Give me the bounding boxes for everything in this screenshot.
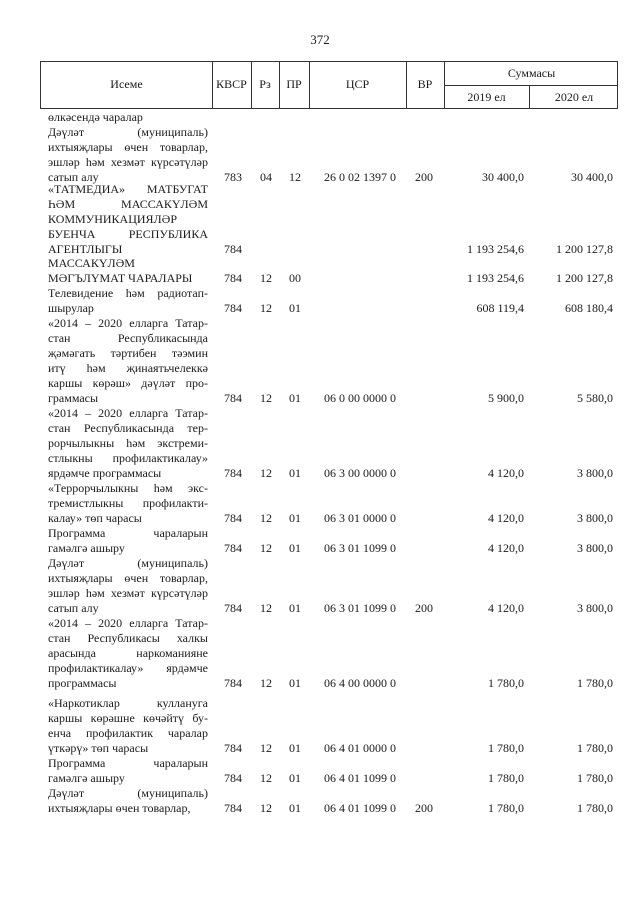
cell-rz: 12 (260, 391, 272, 405)
row-name-line: гамәлгә ашыру (48, 771, 125, 785)
row-name-line: сатып алу (48, 170, 99, 184)
row-name-line: «ТАТМЕДИА» МАТБУГАТ (48, 182, 208, 196)
cell-y1: 30 400,0 (482, 170, 524, 184)
row-name-line: каршы көрәшне көчәйтү бу- (48, 711, 208, 725)
cell-kvsr: 784 (224, 676, 242, 690)
cell-rz: 12 (260, 676, 272, 690)
cell-pr: 12 (289, 170, 301, 184)
row-name-line: стан Республикасында тер- (48, 421, 208, 435)
cell-y2: 1 780,0 (577, 771, 613, 785)
cell-rz: 04 (260, 170, 272, 184)
cell-y1: 4 120,0 (488, 601, 524, 615)
cell-kvsr: 784 (224, 242, 242, 256)
row-name (48, 125, 208, 185)
cell-y2: 3 800,0 (577, 511, 613, 525)
cell-y1: 4 120,0 (488, 541, 524, 555)
row-name-line: ихтыяҗлары өчен товарлар, (48, 801, 191, 815)
row-name-line: «Террорчылыкны һәм экс- (48, 481, 208, 495)
cell-y2: 5 580,0 (577, 391, 613, 405)
row-name-line: стан Республикасында (48, 331, 208, 345)
row-name-line: «2014 – 2020 елларга Татар- (48, 616, 208, 630)
row-name-line: Телевидение һәм радиотап- (48, 286, 208, 300)
row-name (48, 756, 208, 786)
cell-kvsr: 784 (224, 511, 242, 525)
cell-pr: 01 (289, 741, 301, 755)
row-name (48, 256, 208, 286)
row-name-line: стлыкны профилактикалау» (48, 451, 208, 465)
cell-y1: 608 119,4 (476, 301, 524, 315)
row-name-line: каршы көрәш» дәүләт про- (48, 376, 208, 390)
header-sums: Суммасы (507, 66, 556, 80)
cell-vr: 200 (415, 601, 433, 615)
row-name-line: Дәүләт (муниципаль) (48, 556, 208, 570)
header-year-2020: 2020 ел (554, 90, 594, 104)
cell-csr: 06 4 01 1099 0 (324, 771, 396, 785)
cell-y1: 5 900,0 (488, 391, 524, 405)
row-name-line: программасы (48, 676, 117, 690)
header-name: Исеме (110, 77, 143, 91)
row-name (48, 316, 208, 406)
row-name (48, 526, 208, 556)
cell-csr: 26 0 02 1397 0 (324, 170, 396, 184)
cell-csr: 06 4 01 1099 0 (324, 801, 396, 815)
cell-kvsr: 784 (224, 741, 242, 755)
cell-y2: 3 800,0 (577, 541, 613, 555)
row-name-line: Дәүләт (муниципаль) (48, 125, 208, 139)
cell-kvsr: 784 (224, 466, 242, 480)
cell-y1: 4 120,0 (488, 511, 524, 525)
row-name (48, 696, 208, 756)
row-name-line: МАССАКҮЛӘМ (48, 256, 135, 270)
header-year-2019: 2019 ел (467, 90, 506, 104)
row-name-line: «Наркотиклар куллануга (48, 696, 208, 710)
row-name-line: КОММУНИКАЦИЯЛӘР (48, 212, 178, 226)
row-name (48, 481, 208, 526)
row-name-line: енча профилактик чаралар (48, 726, 208, 740)
cell-csr: 06 0 00 0000 0 (324, 391, 396, 405)
cell-vr: 200 (415, 801, 433, 815)
cell-y2: 608 180,4 (565, 301, 613, 315)
row-name-line: БУЕНЧА РЕСПУБЛИКА (48, 227, 208, 241)
cell-y2: 1 780,0 (577, 676, 613, 690)
cell-kvsr: 784 (224, 801, 242, 815)
cell-csr: 06 4 01 0000 0 (324, 741, 396, 755)
cell-rz: 12 (260, 301, 272, 315)
row-name-line: рорчылыкны һәм экстреми- (48, 436, 208, 450)
cell-y1: 1 780,0 (488, 801, 524, 815)
cell-kvsr: 783 (224, 170, 242, 184)
cell-y2: 30 400,0 (571, 170, 613, 184)
cell-rz: 12 (260, 511, 272, 525)
header-vr: ВР (417, 77, 433, 91)
cell-y1: 1 780,0 (488, 676, 524, 690)
header-rz: Рз (259, 77, 271, 91)
row-name-line: гамәлгә ашыру (48, 541, 125, 555)
row-name-line: «2014 – 2020 елларга Татар- (48, 406, 208, 420)
cell-y1: 1 193 254,6 (467, 242, 524, 256)
cell-rz: 12 (260, 541, 272, 555)
cell-csr: 06 3 00 0000 0 (324, 466, 396, 480)
cell-y1: 1 193 254,6 (467, 271, 524, 285)
row-name-line: ихтыяҗлары өчен товарлар, (48, 571, 208, 585)
cell-csr: 06 4 00 0000 0 (324, 676, 396, 690)
row-name (48, 556, 208, 616)
row-name (48, 110, 208, 125)
cell-pr: 01 (289, 676, 301, 690)
row-name (48, 406, 208, 481)
cell-y2: 1 200 127,8 (556, 271, 613, 285)
cell-csr: 06 3 01 1099 0 (324, 541, 396, 555)
cell-y1: 1 780,0 (488, 771, 524, 785)
row-name-line: стан Республикасы халкы (48, 631, 208, 645)
row-name-line: ихтыяҗлары өчен товарлар, (48, 140, 208, 154)
cell-pr: 01 (289, 391, 301, 405)
row-name-line: эшләр һәм хезмәт күрсәтүләр (48, 586, 208, 600)
cell-rz: 12 (260, 771, 272, 785)
cell-y2: 3 800,0 (577, 466, 613, 480)
cell-pr: 01 (289, 466, 301, 480)
cell-rz: 12 (260, 741, 272, 755)
cell-kvsr: 784 (224, 391, 242, 405)
row-name-line: ҺӘМ МАССАКҮЛӘМ (48, 197, 208, 211)
cell-rz: 12 (260, 466, 272, 480)
row-name-line: үткәрү» төп чарасы (48, 741, 149, 755)
row-name-line: АГЕНТЛЫГЫ (48, 242, 123, 256)
header-kvsr: КВСР (216, 77, 247, 91)
cell-csr: 06 3 01 0000 0 (324, 511, 396, 525)
header-csr: ЦСР (345, 77, 370, 91)
cell-rz: 12 (260, 801, 272, 815)
cell-y1: 1 780,0 (488, 741, 524, 755)
row-name-line: итү һәм җинаятьчелеккә (48, 361, 208, 375)
cell-y2: 1 200 127,8 (556, 242, 613, 256)
cell-y1: 4 120,0 (488, 466, 524, 480)
cell-csr: 06 3 01 1099 0 (324, 601, 396, 615)
row-name-line: арасында наркоманияне (48, 646, 208, 660)
cell-pr: 00 (289, 271, 301, 285)
row-name-line: шырулар (48, 301, 94, 315)
cell-kvsr: 784 (224, 771, 242, 785)
cell-y2: 1 780,0 (577, 801, 613, 815)
row-name-line: тремистлыкны профилакти- (48, 496, 208, 510)
cell-vr: 200 (415, 170, 433, 184)
cell-kvsr: 784 (224, 301, 242, 315)
row-name-line: граммасы (48, 391, 99, 405)
cell-rz: 12 (260, 601, 272, 615)
row-name (48, 182, 208, 257)
row-name-line: Программа чараларын (48, 526, 208, 540)
cell-y2: 3 800,0 (577, 601, 613, 615)
cell-pr: 01 (289, 511, 301, 525)
cell-kvsr: 784 (224, 541, 242, 555)
row-name (48, 786, 208, 816)
row-name-line: профилактикалау» ярдәмче (48, 661, 208, 675)
row-name-line: «2014 – 2020 елларга Татар- (48, 316, 208, 330)
cell-rz: 12 (260, 271, 272, 285)
row-name-line: ярдәмче программасы (48, 466, 162, 480)
row-name-line: МӘГЪЛҮМАТ ЧАРАЛАРЫ (48, 271, 193, 285)
row-name (48, 286, 208, 316)
cell-kvsr: 784 (224, 601, 242, 615)
row-name-line: җәмәгать тәртибен тәэмин (48, 346, 208, 360)
page-number: 372 (310, 32, 330, 47)
row-name-line: сатып алу (48, 601, 99, 615)
row-name-line: калау» төп чарасы (48, 511, 142, 525)
row-name (48, 616, 208, 691)
row-name-line: Дәүләт (муниципаль) (48, 786, 208, 800)
header-pr: ПР (286, 77, 302, 91)
cell-pr: 01 (289, 801, 301, 815)
cell-pr: 01 (289, 541, 301, 555)
cell-pr: 01 (289, 601, 301, 615)
cell-pr: 01 (289, 301, 301, 315)
row-name-line: Программа чараларын (48, 756, 208, 770)
cell-y2: 1 780,0 (577, 741, 613, 755)
cell-kvsr: 784 (224, 271, 242, 285)
row-name-line: өлкәсендә чаралар (48, 110, 143, 124)
cell-pr: 01 (289, 771, 301, 785)
row-name-line: эшләр һәм хезмәт күрсәтүләр (48, 155, 208, 169)
